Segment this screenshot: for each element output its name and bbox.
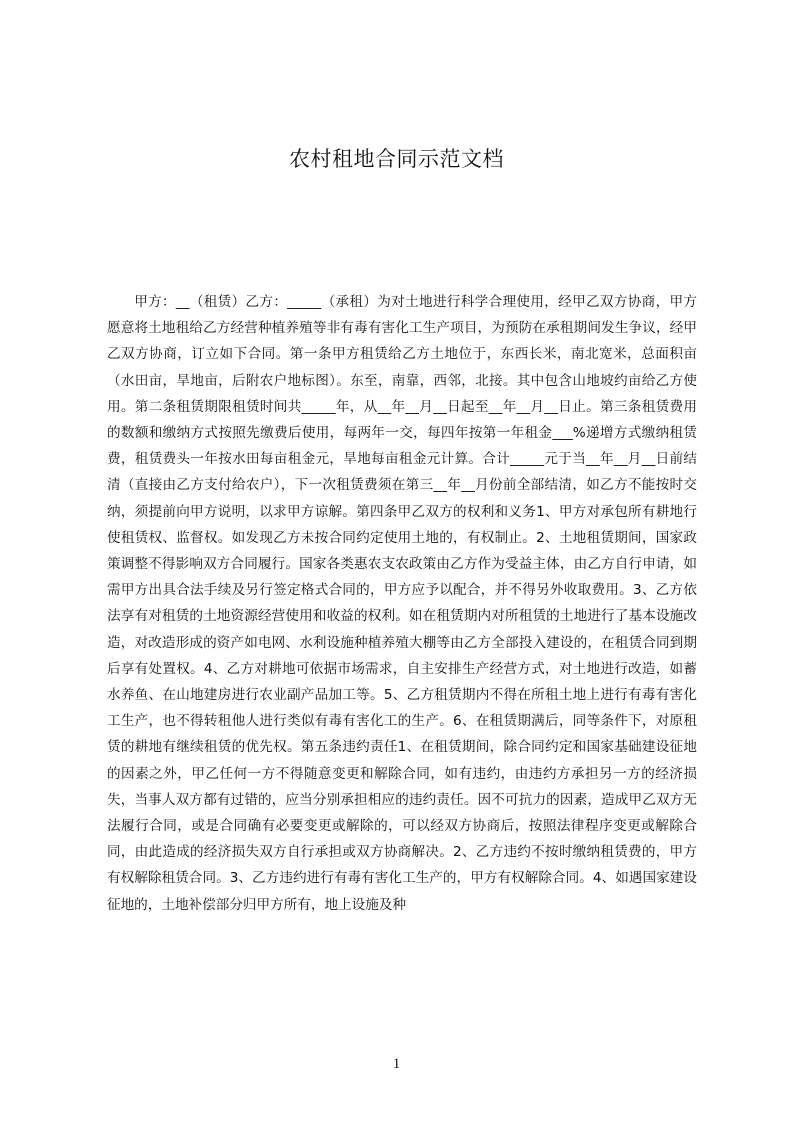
page-number: 1	[392, 1056, 401, 1072]
document-title: 农村租地合同示范文档	[289, 147, 504, 171]
contract-body-text: 甲方：__（租赁）乙方：_____（承租）为对土地进行科学合理使用，经甲乙双方协商，甲方愿意将土地租给乙方经营种植养殖等非有毒有害化工生产项目，为预防在承租期间发生争议，经甲乙双方协商，订立如下合同。第一条甲方租赁给乙方土地位于，东西长米，南北宽米，总面积亩（水田亩，旱地亩，后附农户地标图）。东至，南靠，西邻，北接。其中包含山地坡约亩给乙方使用。第二条租赁期限租赁时间共_____年，从__年__月__日起至__年__月__日止。第三条租赁费用的数额和缴纳方式按照先缴费后使用，每两年一交，每四年按第一年租金___%递增方式缴纳租赁费，租赁费头一年按水田每亩租金元，旱地每亩租金元计算。合计_____元于当__年__月__日前结清（直接由乙方支付给农户），下一次租赁费须在第三__年__月份前全部结清，如乙方不能按时交纳，须提前向甲方说明，以求甲方谅解。第四条甲乙双方的权利和义务1、甲方对承包所有耕地行使租赁权、监督权。如发现乙方未按合同约定使用土地的，有权制止。2、土地租赁期间，国家政策调整不得影响双方合同履行。国家各类惠农支农政策由乙方作为受益主体，由乙方自行申请，如需甲方出具合法手续及另行签定格式合同的，甲方应予以配合，并不得另外收取费用。3、乙方依法享有对租赁的土地资源经营使用和收益的权利。如在租赁期内对所租赁的土地进行了基本设施改造，对改造形成的资产如电网、水利设施种植养殖大棚等由乙方全部投入建设的，在租赁合同到期后享有处置权。4、乙方对耕地可依据市场需求，自主安排生产经营方式，对土地进行改造，如蓄水养鱼、在山地建房进行农业副产品加工等。5、乙方租赁期内不得在所租土地上进行有毒有害化工生产，也不得转租他人进行类似有毒有害化工的生产。6、在租赁期满后，同等条件下，对原租赁的耕地有继续租赁的优先权。第五条违约责任1、在租赁期间，除合同约定和国家基础建设征地的因素之外，甲乙任何一方不得随意变更和解除合同，如有违约，由违约方承担另一方的经济损失，当事人双方都有过错的，应当分别承担相应的违约责任。因不可抗力的因素，造成甲乙双方无法履行合同，或是合同确有必要变更或解除的，可以经双方协商后，按照法律程序变更或解除合同，由此造成的经济损失双方自行承担或双方协商解决。2、乙方违约不按时缴纳租赁费的，甲方有权解除租赁合同。3、乙方违约进行有毒有害化工生产的，甲方有权解除合同。4、如遇国家建设征地的，土地补偿部分归甲方所有，地上设施及种	[107, 294, 697, 913]
